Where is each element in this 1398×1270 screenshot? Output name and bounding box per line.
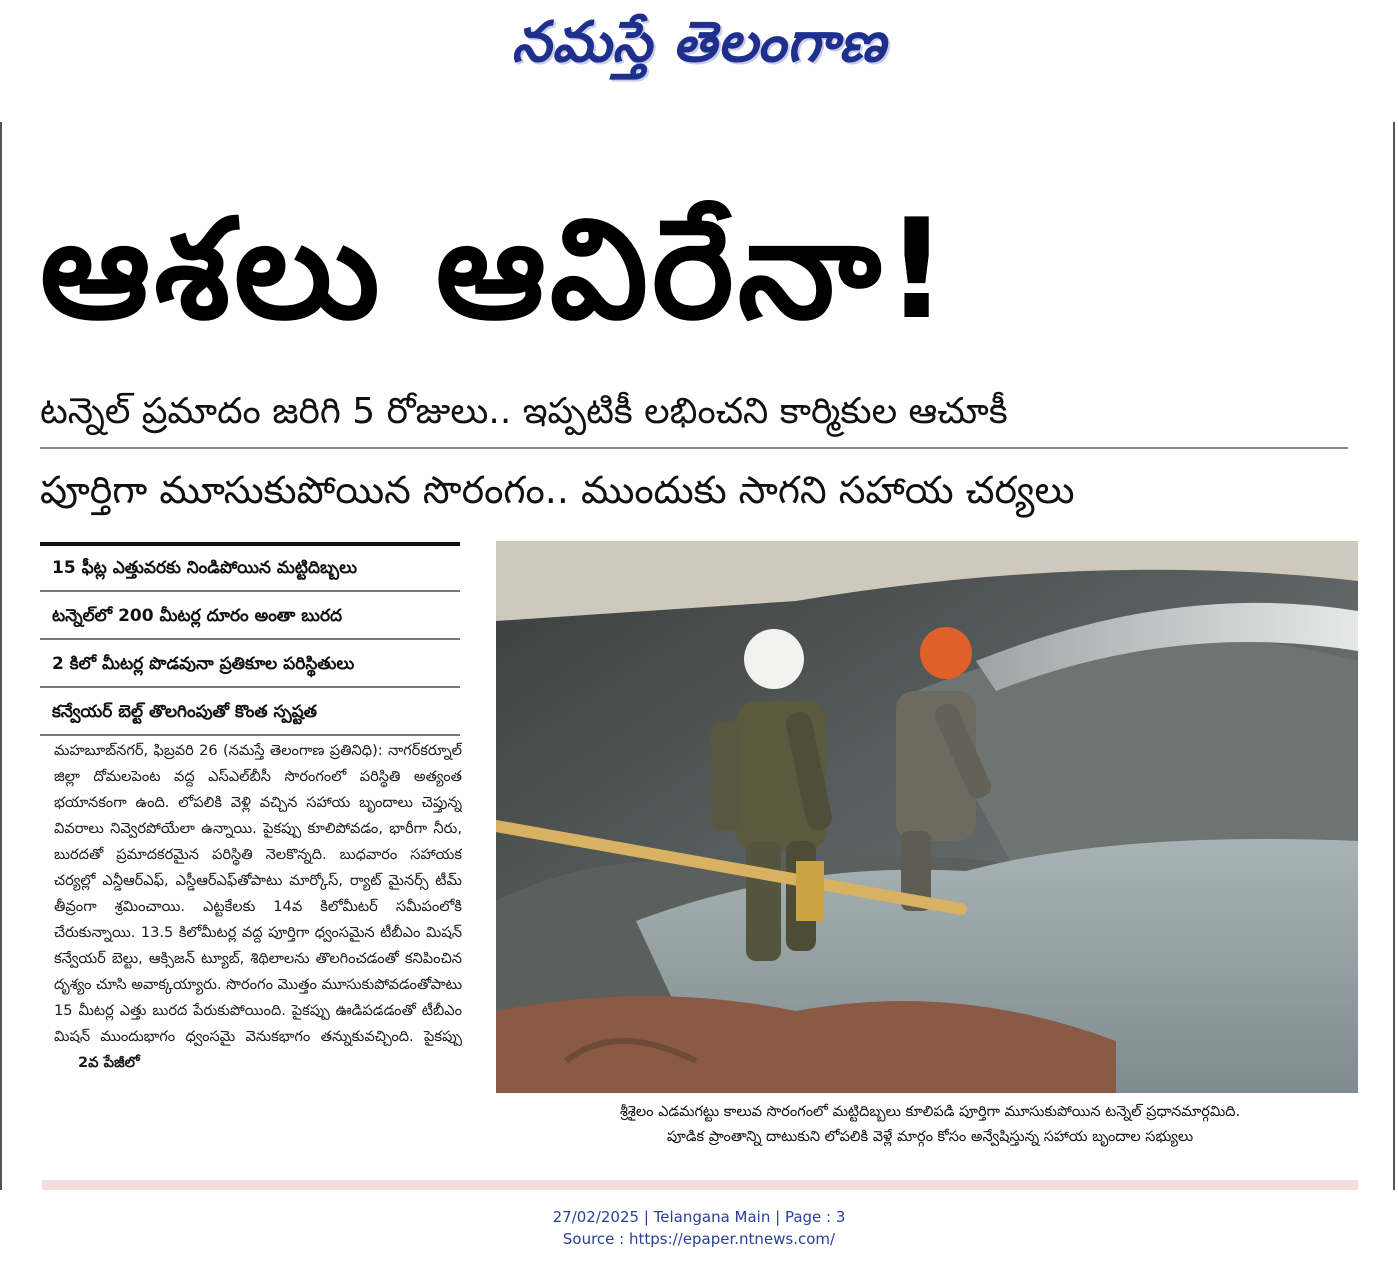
footer-source-link[interactable]: Source : https://epaper.ntnews.com/	[562, 1230, 836, 1248]
continued-on-page: 2వ పేజీలో	[78, 1054, 140, 1071]
photo-caption	[500, 1100, 1360, 1152]
highlight-item: టన్నెల్‌లో 200 మీటర్ల దూరం అంతా బురద	[40, 594, 460, 640]
footer	[0, 1206, 1398, 1250]
caption-line-2: పూడిక ప్రాంతాన్ని దాటుకుని లోపలికి వెళ్లే మార్గం కోసం అన్వేషిస్తున్న సహాయ బృందాల సభ్యులు	[666, 1129, 1194, 1145]
tunnel-photo	[496, 541, 1358, 1093]
highlight-list	[40, 542, 460, 738]
highlight-item: 15 ఫీట్ల ఎత్తువరకు నిండిపోయిన మట్టిదిబ్బలు	[40, 542, 460, 592]
highlight-item: కన్వేయర్ బెల్ట్ తొలగింపుతో కొంత స్పష్టత	[40, 690, 460, 736]
article-body	[54, 738, 462, 1170]
highlight-item: 2 కిలో మీటర్ల పొడవునా ప్రతికూల పరిస్థితులు	[40, 642, 460, 688]
headline: ఆశలు ఆవిరేనా!	[40, 189, 953, 350]
caption-line-1: శ్రీశైలం ఎడమగట్టు కాలువ సొరంగంలో మట్టిదిబ్బలు కూలిపడి పూర్తిగా మూసుకుపోయిన టన్నెల్ ప్రధానమార్గమిది.	[619, 1104, 1241, 1120]
subheadline-2: పూర్తిగా మూసుకుపోయిన సొరంగం.. ముందుకు సాగని సహాయ చర్యలు	[40, 468, 1075, 512]
left-border	[0, 122, 2, 1190]
article-text: మహబూబ్‌నగర్, ఫిబ్రవరి 26 (నమస్తే తెలంగాణ ప్రతినిధి): నాగర్‌కర్నూల్ జిల్లా దోమలపెంట వద్ద ఎస్‌ఎల్‌బీసీ సొరంగంలో పరిస్థితి అత్యంత భయానకంగా ఉంది. లోపలికి వెళ్లి వచ్చిన సహాయ బృందాలు చెప్తున్న వివరాలు నివ్వెరపోయేలా ఉన్నాయి. పైకప్పు కూలిపోవడం, భారీగా నీరు, బురదతో ప్రమాదకరమైన పరిస్థితి నెలకొన్నది. బుధవారం సహాయక చర్యల్లో ఎన్డీఆర్‌ఎఫ్, ఎస్డీఆర్‌ఎఫ్‌తోపాటు మార్కోస్, ర్యాట్ మైనర్స్ టీమ్ తీవ్రంగా శ్రమించాయి. ఎట్టకేలకు 14వ కిలోమీటర్ సమీపంలోకి చేరుకున్నాయి. 13.5 కిలోమీటర్ల వద్ద పూర్తిగా ధ్వంసమైన టీబీఎం మిషన్ కన్వేయర్ బెల్టు, ఆక్సిజన్ ట్యూబ్, శిథిలాలను తొలగించడంతో కనిపించిన దృశ్యం చూసి అవాక్కయ్యారు. సొరంగం మొత్తం మూసుకుపోవడంతోపాటు 15 మీటర్ల ఎత్తు బురద పేరుకుపోయింది. పైకప్పు ఊడిపడడంతో టీబీఎం మిషన్ ముందుభాగం ధ్వంసమై వెనుకభాగం తన్నుకువచ్చింది. పైకప్పు	[54, 742, 462, 1045]
subheadline-divider	[40, 447, 1348, 449]
footer-band	[42, 1180, 1358, 1190]
masthead-logo: నమస్తే తెలంగాణ	[511, 10, 887, 75]
right-border	[1393, 122, 1395, 1190]
tunnel-photo-illustration	[496, 541, 1358, 1093]
footer-date-page: 27/02/2025 | Telangana Main | Page : 3	[552, 1208, 846, 1226]
subheadline-1: టన్నెల్ ప్రమాదం జరిగి 5 రోజులు.. ఇప్పటికీ లభించని కార్మికుల ఆచూకీ	[40, 391, 1008, 432]
